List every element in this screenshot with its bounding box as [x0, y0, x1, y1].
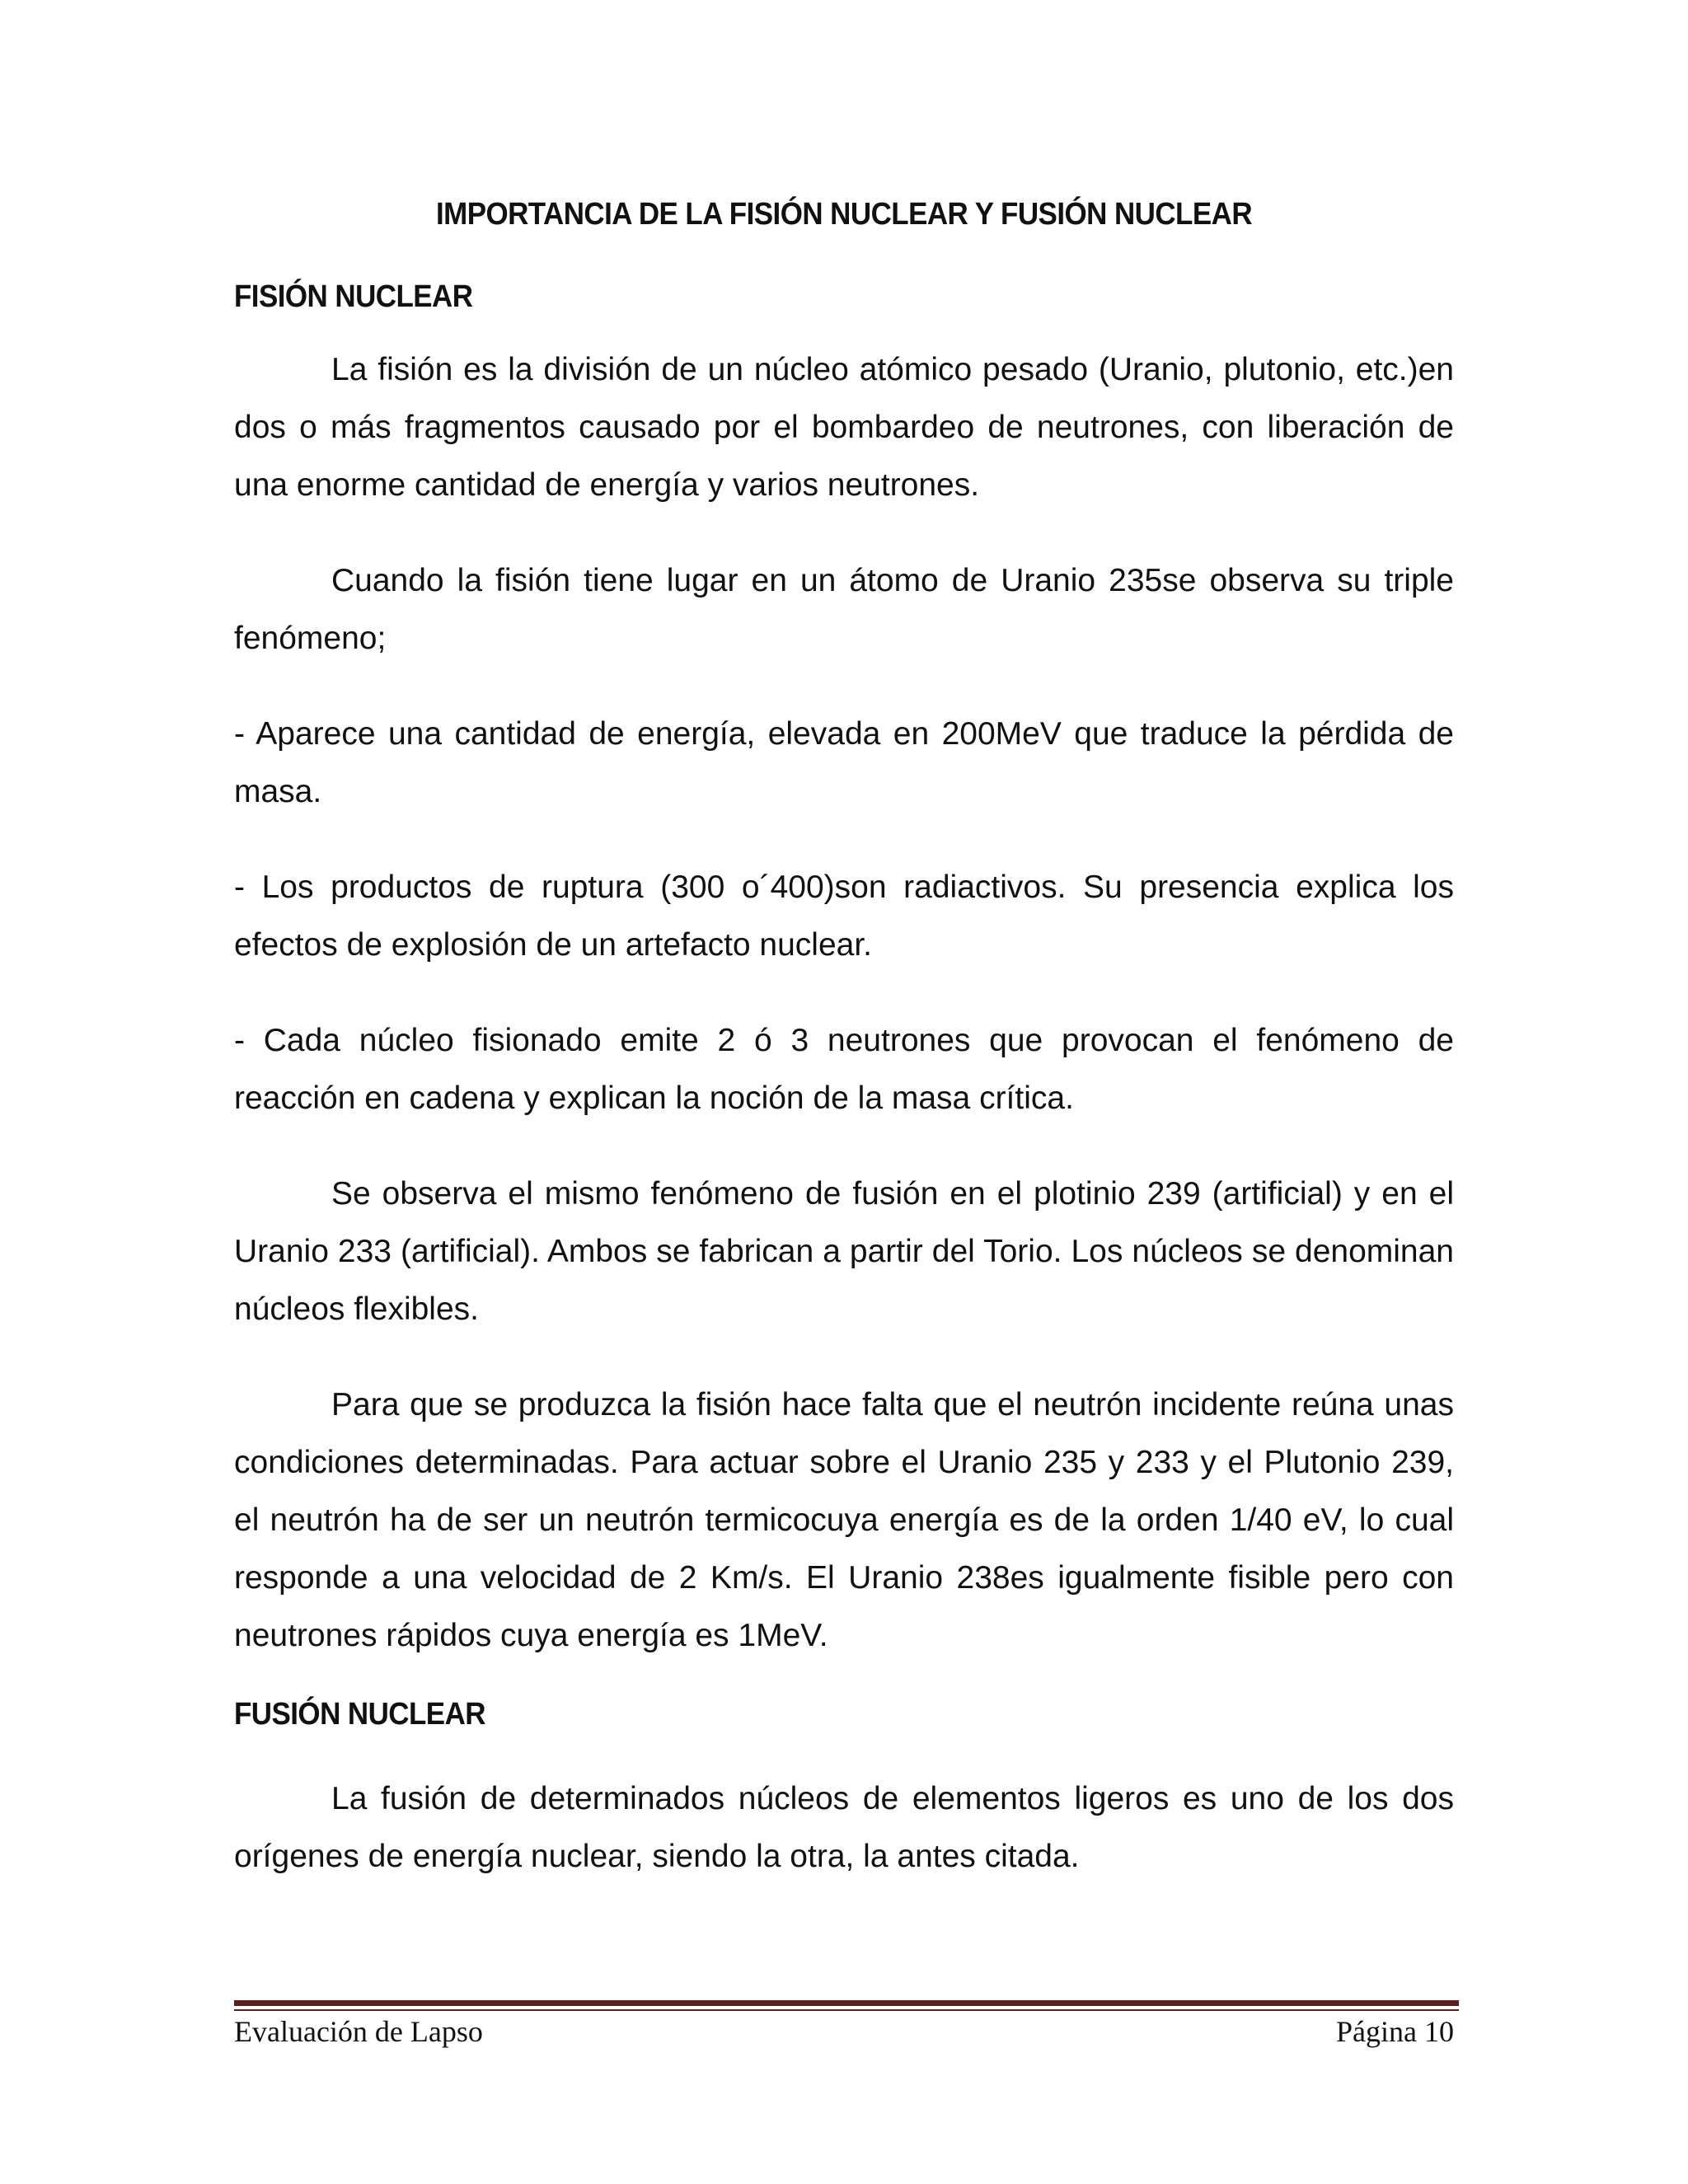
paragraph: Cuando la fisión tiene lugar en un átomo de Uranio 235se observa su triple fenómeno; [234, 563, 1454, 656]
list-item: - Los productos de ruptura (300 o´400)son radiactivos. Su presencia explica los efectos de explosión de un artefacto nuclear. [234, 869, 1454, 963]
page-title: IMPORTANCIA DE LA FISIÓN NUCLEAR Y FUSIÓN NUCLEAR [435, 197, 1253, 232]
section-heading-fusion: FUSIÓN NUCLEAR [234, 1697, 485, 1732]
paragraph: Se observa el mismo fenómeno de fusión en el plotinio 239 (artificial) y en el Uranio 233 (artificial). Ambos se fabrican a partir del Torio. Los núcleos se denominan núcleos flexibles. [234, 1176, 1454, 1327]
paragraph: La fusión de determinados núcleos de elementos ligeros es uno de los dos orígenes de energía nuclear, siendo la otra, la antes citada. [234, 1781, 1454, 1874]
document-body [234, 190, 1454, 1886]
list-item: - Cada núcleo fisionado emite 2 ó 3 neutrones que provocan el fenómeno de reacción en cadena y explican la noción de la masa crítica. [234, 1023, 1454, 1116]
footer-document-name: Evaluación de Lapso [234, 2015, 483, 2048]
list-item: - Aparece una cantidad de energía, elevada en 200MeV que traduce la pérdida de masa. [234, 716, 1454, 809]
section-heading-fision: FISIÓN NUCLEAR [234, 279, 473, 314]
paragraph: La fisión es la división de un núcleo atómico pesado (Uranio, plutonio, etc.)en dos o más fragmentos causado por el bombardeo de neutrones, con liberación de una enorme cantidad de energía y varios neutrones. [234, 352, 1454, 503]
footer-divider [234, 2000, 1459, 2006]
footer-page-number: Página 10 [1336, 2015, 1454, 2048]
paragraph: Para que se produzca la fisión hace falta que el neutrón incidente reúna unas condiciones determinadas. Para actuar sobre el Uranio 235 y 233 y el Plutonio 239, el neutrón ha de ser un neutrón termicocuya energía es de la orden 1/40 eV, lo cual responde a una velocidad de 2 Km/s. El Uranio 238es igualmente fisible pero con neutrones rápidos cuya energía es 1MeV. [234, 1387, 1454, 1653]
